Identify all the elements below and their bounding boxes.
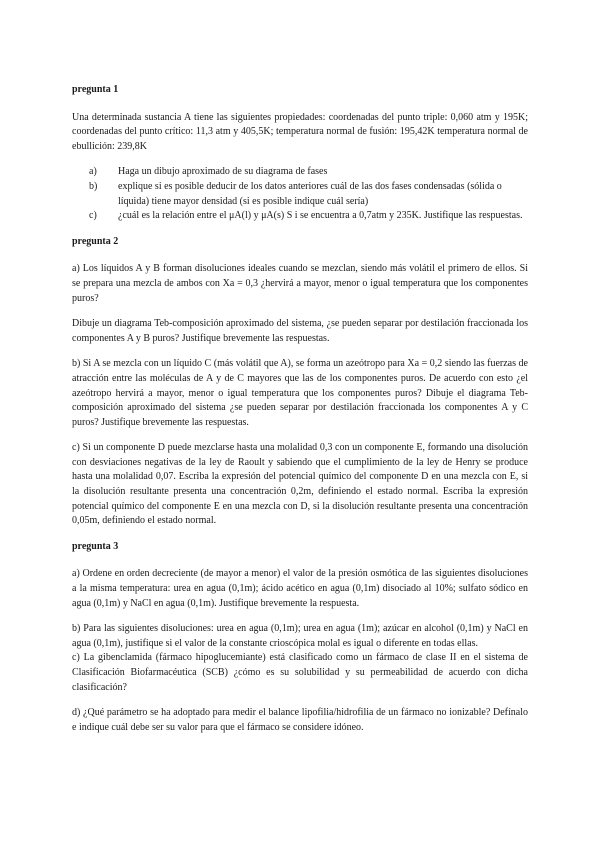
question-3-part-b: b) Para las siguientes disoluciones: urea en agua (0,1m); urea en agua (1m); azúcar en alcohol (0,1m) y NaCl en agua (0,1m), justifique si el valor de la constante crioscópica molal es igual o diferente en todas ellas. [72, 623, 528, 649]
list-item: c) ¿cuál es la relación entre el μA(l) y μA(s) S i se encuentra a 0,7atm y 235K. Justifique las respuestas. [89, 210, 523, 222]
question-3-heading: pregunta 3 [72, 540, 119, 552]
question-3-part-a: a) Ordene en orden decreciente (de mayor a menor) el valor de la presión osmótica de las siguientes disoluciones a la misma temperatura: urea en agua (0,1m); ácido acético en agua (0,1m) disociado al 10%; sulfato sódico en agua (0,1m) y NaCl en agua (0,1m). Justifique brevemente la respuesta. [72, 568, 528, 609]
question-2-part-b: b) Si A se mezcla con un líquido C (más volátil que A), se forma un azeótropo para Xa = 0,2 siendo las fuerzas de atracción entre las moléculas de A y de C mayores que las de los componentes puros. De acuerdo con esto ¿el azeótropo hervirá a mayor, menor o igual temperatura que los componentes puros? Dibuje el diagrama Teb-composición aproximado del sistema ¿se pueden separar por destilación fraccionada los componentes A y C puros? Justifique brevemente las respuestas. [72, 358, 528, 428]
question-3-part-c: c) La gibenclamida (fármaco hipoglucemiante) está clasificado como un fármaco de clase II en el sistema de Clasificación Biofarmacéutica (SCB) ¿cómo es su solubilidad y su permeabilidad de acuerdo con dicha clasificación? [72, 652, 528, 693]
list-item: a) Haga un dibujo aproximado de su diagrama de fases [89, 166, 328, 178]
exam-document [72, 83, 528, 735]
question-1-subitems [72, 165, 528, 223]
list-item: b) explique si es posible deducir de los datos anteriores cuál de las dos fases condensadas (sólida o líquida) tiene mayor densidad (si es posible indique cuál sería) [89, 180, 502, 207]
question-2-part-a: a) Los líquidos A y B forman disoluciones ideales cuando se mezclan, siendo más volátil el primero de ellos. Si se prepara una mezcla de ambos con Xa = 0,3 ¿hervirá a mayor, menor o igual temperatura que los componentes puros? [72, 263, 528, 304]
question-2-part-c: c) Si un componente D puede mezclarse hasta una molalidad 0,3 con un componente E, formando una disolución con desviaciones negativas de la ley de Raoult y sabiendo que el cumplimiento de la ley de Henry se produce hasta una molalidad 0,07. Escriba la expresión del potencial químico del componente D en una mezcla con E, si la disolución resultante presenta una concentración 0,2m, definiendo el estado normal. Escriba la expresión potencial químico del componente E en una mezcla con D, si la disolución resultante presenta una concentración 0,05m, definiendo el estado normal. [72, 442, 528, 527]
question-2-heading: pregunta 2 [72, 235, 119, 247]
question-2-part-a-diagram: Dibuje un diagrama Teb-composición aproximado del sistema, ¿se pueden separar por destilación fraccionada los componentes A y B puros? Justifique brevemente las respuestas. [72, 318, 528, 344]
question-1-heading: pregunta 1 [72, 84, 119, 95]
question-1-intro: Una determinada sustancia A tiene las siguientes propiedades: coordenadas del punto triple: 0,060 atm y 195K; coordenadas del punto crítico: 11,3 atm y 405,5K; temperatura normal de fusión: 195,42K temperatura normal de ebullición: 239,8K [72, 111, 528, 152]
question-3-part-d: d) ¿Qué parámetro se ha adoptado para medir el balance lipofilia/hidrofilia de un fármaco no ionizable? Defínalo e indique cuál debe ser su valor para que el fármaco se considere idóneo. [72, 707, 528, 733]
